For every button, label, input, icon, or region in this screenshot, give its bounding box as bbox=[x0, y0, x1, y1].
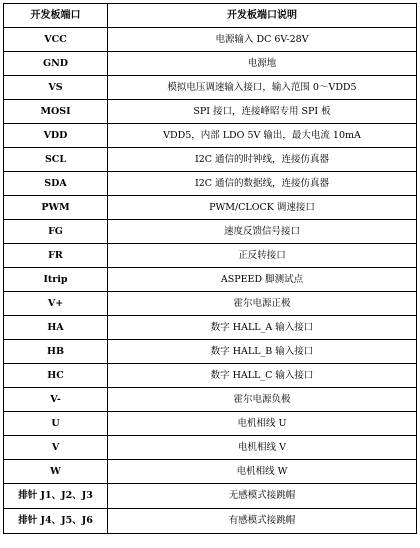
port-cell: VDD bbox=[4, 124, 108, 148]
port-cell: MOSI bbox=[4, 100, 108, 124]
table-row bbox=[4, 196, 417, 220]
port-cell: HC bbox=[4, 364, 108, 388]
port-cell: V+ bbox=[4, 292, 108, 316]
description-cell: 数字 HALL_B 输入接口 bbox=[108, 340, 417, 364]
port-cell: HB bbox=[4, 340, 108, 364]
description-cell: 无感模式接跳帽 bbox=[108, 484, 417, 509]
description-cell: I2C 通信的数据线，连接仿真器 bbox=[108, 172, 417, 196]
description-cell: 霍尔电源负极 bbox=[108, 388, 417, 412]
port-cell: GND bbox=[4, 52, 108, 76]
port-cell: W bbox=[4, 460, 108, 484]
port-cell: FR bbox=[4, 244, 108, 268]
description-cell: 数字 HALL_C 输入接口 bbox=[108, 364, 417, 388]
description-cell: ASPEED 脚测试点 bbox=[108, 268, 417, 292]
table-row bbox=[4, 148, 417, 172]
port-cell: V- bbox=[4, 388, 108, 412]
description-cell: 电机相线 W bbox=[108, 460, 417, 484]
port-description-table-wrapper bbox=[3, 3, 416, 534]
description-cell: I2C 通信的时钟线，连接仿真器 bbox=[108, 148, 417, 172]
table-row bbox=[4, 124, 417, 148]
port-cell: 排针 J4、J5、J6 bbox=[4, 509, 108, 534]
port-cell: HA bbox=[4, 316, 108, 340]
table-row bbox=[4, 484, 417, 509]
port-cell: Itrip bbox=[4, 268, 108, 292]
description-cell: 模拟电压调速输入接口，输入范围 0～VDD5 bbox=[108, 76, 417, 100]
table-row bbox=[4, 220, 417, 244]
port-cell: V bbox=[4, 436, 108, 460]
table-row bbox=[4, 388, 417, 412]
port-cell: U bbox=[4, 412, 108, 436]
table-row bbox=[4, 244, 417, 268]
table-row bbox=[4, 460, 417, 484]
table-row bbox=[4, 76, 417, 100]
header-description: 开发板端口说明 bbox=[108, 4, 417, 28]
table-row bbox=[4, 172, 417, 196]
description-cell: SPI 接口，连接峰昭专用 SPI 板 bbox=[108, 100, 417, 124]
port-cell: 排针 J1、J2、J3 bbox=[4, 484, 108, 509]
header-port: 开发板端口 bbox=[4, 4, 108, 28]
table-row bbox=[4, 340, 417, 364]
description-cell: 速度反馈信号接口 bbox=[108, 220, 417, 244]
table-row bbox=[4, 268, 417, 292]
table-row bbox=[4, 100, 417, 124]
port-cell: FG bbox=[4, 220, 108, 244]
port-cell: SDA bbox=[4, 172, 108, 196]
table-row bbox=[4, 509, 417, 534]
port-cell: SCL bbox=[4, 148, 108, 172]
table-header-row bbox=[4, 4, 417, 28]
table-row bbox=[4, 364, 417, 388]
description-cell: 数字 HALL_A 输入接口 bbox=[108, 316, 417, 340]
table-row bbox=[4, 436, 417, 460]
description-cell: 电机相线 V bbox=[108, 436, 417, 460]
description-cell: PWM/CLOCK 调速接口 bbox=[108, 196, 417, 220]
description-cell: 正反转接口 bbox=[108, 244, 417, 268]
port-cell: PWM bbox=[4, 196, 108, 220]
port-description-table bbox=[3, 3, 417, 534]
table-row bbox=[4, 412, 417, 436]
description-cell: 电机相线 U bbox=[108, 412, 417, 436]
table-row bbox=[4, 28, 417, 52]
description-cell: 霍尔电源正极 bbox=[108, 292, 417, 316]
description-cell: 有感模式接跳帽 bbox=[108, 509, 417, 534]
port-cell: VS bbox=[4, 76, 108, 100]
description-cell: VDD5，内部 LDO 5V 输出，最大电流 10mA bbox=[108, 124, 417, 148]
port-cell: VCC bbox=[4, 28, 108, 52]
table-row bbox=[4, 292, 417, 316]
table-row bbox=[4, 52, 417, 76]
description-cell: 电源地 bbox=[108, 52, 417, 76]
table-row bbox=[4, 316, 417, 340]
description-cell: 电源输入 DC 6V-28V bbox=[108, 28, 417, 52]
